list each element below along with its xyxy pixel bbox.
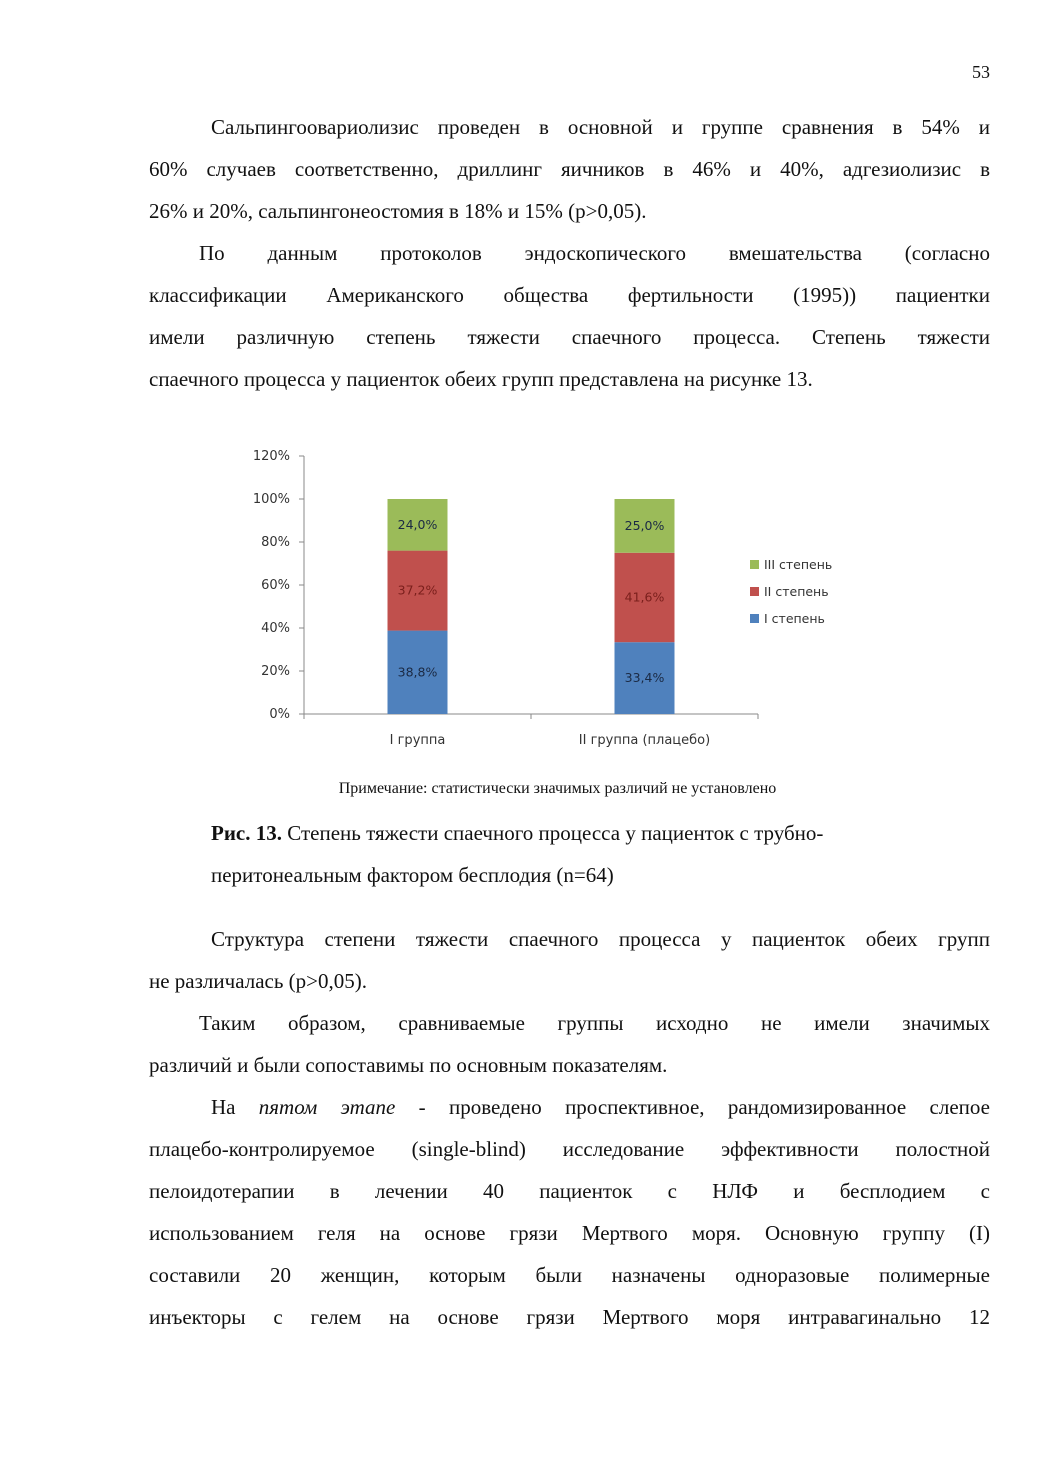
legend-label: I степень [764, 611, 825, 626]
y-tick-label: 100% [252, 492, 290, 507]
x-category-label: I группа [389, 733, 446, 748]
text-line: инъекторы с гелем на основе грязи Мертвого моря интравагинально 12 [149, 1305, 990, 1329]
data-label: 37,2% [397, 582, 438, 598]
legend-swatch [750, 560, 759, 569]
text-line: Таким образом, сравниваемые группы исходно не имели значимых [199, 1011, 990, 1035]
legend-label: II степень [764, 584, 829, 599]
text-line: различий и были сопоставимы по основным показателям. [149, 1053, 668, 1077]
text-line: Сальпингоовариолизис проведен в основной и группе сравнения в 54% и [211, 115, 990, 139]
text-line: Структура степени тяжести спаечного процесса у пациенток обеих групп [211, 927, 990, 951]
paragraph-conclusion [149, 1002, 990, 1086]
caption-label: Рис. 13. [211, 821, 282, 845]
chart-svg [238, 440, 878, 760]
legend-swatch [750, 587, 759, 596]
data-label: 24,0% [397, 516, 438, 532]
page-number: 53 [972, 62, 990, 82]
paragraph-fifth-stage [149, 1086, 990, 1338]
text-line: имели различную степень тяжести спаечного процесса. Степень тяжести [149, 325, 990, 349]
y-tick-label: 80% [261, 535, 290, 550]
text-line: На пятом этапе - проведено проспективное, рандомизированное слепое [211, 1095, 990, 1119]
text-line: спаечного процесса у пациенток обеих групп представлена на рисунке 13. [149, 367, 813, 391]
data-label: 38,8% [397, 664, 438, 680]
paragraph-protocols [149, 232, 990, 400]
y-tick-label: 0% [269, 707, 290, 722]
text-line: 26% и 20%, сальпингонеостомия в 18% и 15% (p>0,05). [149, 199, 647, 223]
paragraph-salpingo [149, 106, 990, 232]
y-tick-label: 60% [261, 578, 290, 593]
data-label: 25,0% [624, 517, 665, 533]
data-label: 33,4% [624, 670, 665, 686]
y-tick-label: 40% [261, 621, 290, 636]
y-tick-label: 20% [261, 664, 290, 679]
x-category-label: II группа (плацебо) [578, 733, 711, 748]
legend-label: III степень [764, 557, 833, 572]
text-line: пелоидотерапии в лечении 40 пациенток с НЛФ и бесплодием с [149, 1179, 990, 1203]
figure-caption [211, 812, 971, 896]
text-line: плацебо-контролируемое (single-blind) исследование эффективности полостной [149, 1137, 990, 1161]
text-line: использованием геля на основе грязи Мертвого моря. Основную группу (I) [149, 1221, 990, 1245]
italic-phrase: пятом этапе [258, 1095, 396, 1119]
caption-text: перитонеальным фактором бесплодия (n=64) [211, 863, 614, 887]
text-line: не различалась (p>0,05). [149, 969, 367, 993]
legend-swatch [750, 614, 759, 623]
figure-note: Примечание: статистически значимых различий не установлено [338, 780, 777, 797]
paragraph-structure [149, 918, 990, 1002]
y-tick-label: 120% [252, 449, 290, 464]
data-label: 41,6% [624, 589, 665, 605]
text-line: составили 20 женщин, которым были назначены одноразовые полимерные [149, 1263, 990, 1287]
stacked-bar-chart [238, 440, 878, 760]
caption-text: Степень тяжести спаечного процесса у пациенток с трубно- [282, 821, 824, 845]
text-line: классификации Американского общества фертильности (1995)) пациентки [149, 283, 990, 307]
text-line: 60% случаев соответственно, дриллинг яичников в 46% и 40%, адгезиолизис в [149, 157, 990, 181]
text-line: По данным протоколов эндоскопического вмешательства (согласно [199, 241, 990, 265]
